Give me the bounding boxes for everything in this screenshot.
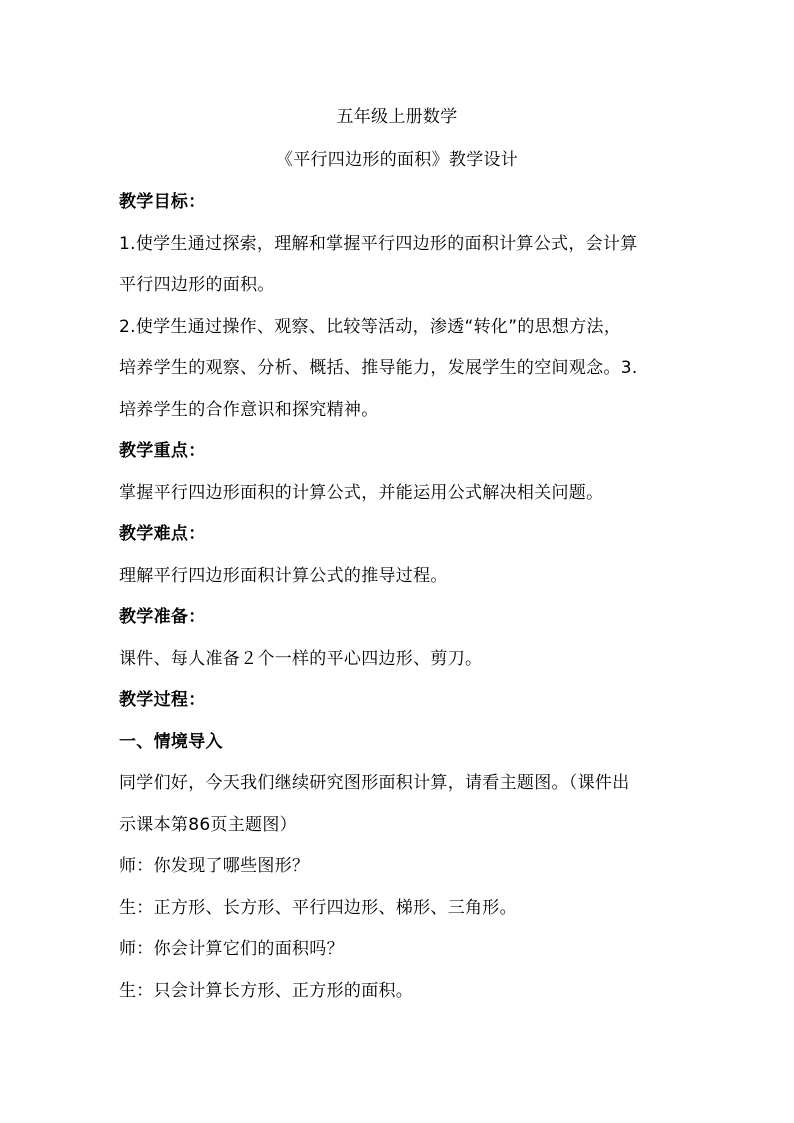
paragraph-line: 生：只会计算长方形、正方形的面积。 [119,981,414,1001]
document-subtitle: 《平行四边形的面积》教学设计 [275,150,519,170]
document-title: 五年级上册数学 [336,107,458,127]
paragraph-line: 课件、每人准备２个一样的平心四边形、剪刀。 [119,649,483,669]
paragraph-line: 2.使学生通过操作、观察、比较等活动，渗透“转化”的思想方法， [119,317,622,337]
paragraph-line: 同学们好，今天我们继续研究图形面积计算，请看主题图。（课件出 [119,773,630,793]
section-heading-difficulties: 教学难点： [119,524,206,544]
paragraph-line: 师：你发现了哪些图形？ [119,856,310,876]
section-heading-key-points: 教学重点： [119,441,206,461]
paragraph-line: 平行四边形的面积。 [119,275,275,295]
paragraph-line: 培养学生的合作意识和探究精神。 [119,400,379,420]
paragraph-line: 培养学生的观察、分析、概括、推导能力，发展学生的空间观念。3. [119,358,638,378]
section-heading-objectives: 教学目标： [119,192,206,212]
paragraph-line: 1.使学生通过探索，理解和掌握平行四边形的面积计算公式，会计算 [119,234,638,254]
paragraph-line: 生：正方形、长方形、平行四边形、梯形、三角形。 [119,898,517,918]
paragraph-line: 理解平行四边形面积计算公式的推导过程。 [119,566,448,586]
paragraph-line: 师：你会计算它们的面积吗？ [119,939,344,959]
section-heading-process: 教学过程： [119,690,206,710]
paragraph-line: 示课本第86页主题图） [119,815,297,835]
section-heading-preparation: 教学准备： [119,607,206,627]
section-heading-intro: 一、情境导入 [119,732,223,752]
paragraph-line: 掌握平行四边形面积的计算公式，并能运用公式解决相关问题。 [119,483,604,503]
